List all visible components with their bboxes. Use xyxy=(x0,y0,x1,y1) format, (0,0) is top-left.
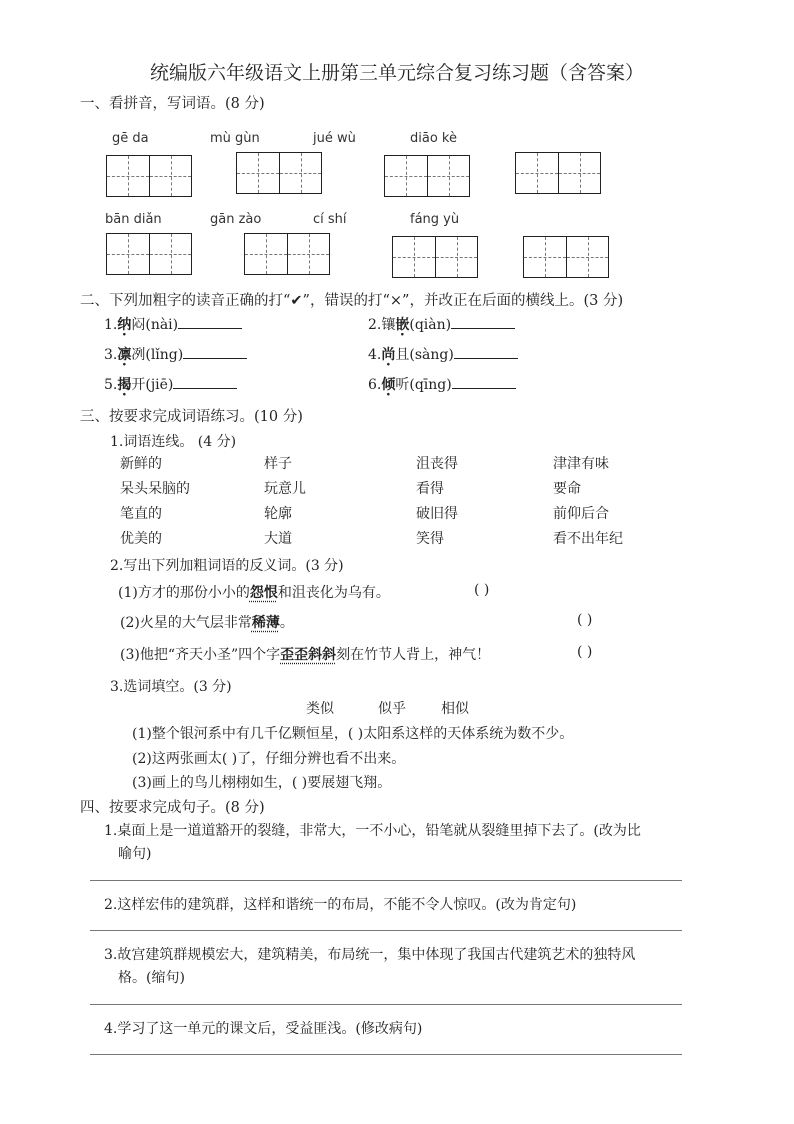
item-number: 6. xyxy=(368,377,382,393)
pronunciation-item xyxy=(104,314,242,334)
writing-grid[interactable] xyxy=(236,152,322,194)
writing-grid[interactable] xyxy=(244,233,330,275)
sentence-question: 1.桌面上是一道道豁开的裂缝，非常大，一不小心，铅笔就从裂缝里掉下去了。(改为比 xyxy=(104,823,641,839)
answer-line[interactable] xyxy=(90,880,682,881)
fill-blank-sentence[interactable]: (2)这两张画太( )了，仔细分辨也看不出来。 xyxy=(132,751,406,767)
pinyin-label: mù gùn xyxy=(210,131,260,146)
answer-blank[interactable] xyxy=(454,344,518,359)
match-word[interactable]: 看不出年纪 xyxy=(553,531,623,547)
match-word[interactable]: 笔直的 xyxy=(120,506,162,522)
fill-blank-sentence[interactable]: (1)整个银河系中有几千亿颗恒星，( )太阳系这样的天体系统为数不少。 xyxy=(132,726,574,742)
match-word[interactable]: 笑得 xyxy=(416,531,444,547)
match-word[interactable]: 新鲜的 xyxy=(120,456,162,472)
bold-word: 歪歪斜斜 xyxy=(280,647,337,663)
subsection-title: 1.词语连线。 (4 分) xyxy=(110,434,237,450)
pinyin-label: gān zào xyxy=(210,212,262,227)
item-text: 开(jiē) xyxy=(131,377,174,393)
antonym-question xyxy=(118,582,390,602)
item-number: 5. xyxy=(104,377,118,393)
item-text: 且(sàng) xyxy=(395,347,454,363)
match-word[interactable]: 要命 xyxy=(553,481,581,497)
item-text: 闷(nài) xyxy=(131,317,179,333)
match-word[interactable]: 样子 xyxy=(264,456,292,472)
choice-word: 似乎 xyxy=(378,701,406,717)
item-number: 2. xyxy=(368,317,382,333)
section-1-heading: 一、看拼音，写词语。(8 分) xyxy=(80,96,265,112)
sentence-question-cont: 格。(缩句) xyxy=(118,970,185,986)
section-2-heading: 二、下列加粗字的读音正确的打“✔”，错误的打“×”，并改正在后面的横线上。(3 分) xyxy=(80,293,624,309)
pinyin-label: cí shí xyxy=(313,212,347,227)
antonym-question xyxy=(120,612,294,632)
section-3-heading: 三、按要求完成词语练习。(10 分) xyxy=(80,409,303,425)
bold-char: 纳 xyxy=(117,317,132,333)
item-number: 3. xyxy=(104,347,118,363)
sentence-question: 2.这样宏伟的建筑群，这样和谐统一的布局，不能不令人惊叹。(改为肯定句) xyxy=(104,897,577,913)
answer-parentheses[interactable]: ( ) xyxy=(577,644,593,660)
match-word[interactable]: 玩意儿 xyxy=(264,481,306,497)
choice-word: 相似 xyxy=(441,701,469,717)
answer-blank[interactable] xyxy=(451,314,515,329)
sentence-question: 4.学习了这一单元的课文后，受益匪浅。(修改病句) xyxy=(104,1021,423,1037)
sentence-question: 3.故宫建筑群规模宏大，建筑精美，布局统一，集中体现了我国古代建筑艺术的独特风 xyxy=(104,947,636,963)
pinyin-label: fáng yù xyxy=(410,212,460,227)
word-column-3 xyxy=(416,452,458,552)
match-word[interactable]: 优美的 xyxy=(120,531,162,547)
pronunciation-item xyxy=(368,374,516,394)
pinyin-label: gē da xyxy=(112,131,149,146)
answer-blank[interactable] xyxy=(183,344,247,359)
bold-word: 稀薄 xyxy=(251,615,280,631)
bold-char: 倾 xyxy=(381,377,396,393)
item-text: 冽(lǐng) xyxy=(131,347,184,363)
answer-line[interactable] xyxy=(90,1054,682,1055)
word-column-2 xyxy=(264,452,306,552)
pinyin-label: jué wù xyxy=(313,131,356,146)
pronunciation-item xyxy=(104,344,247,364)
question-text: (3)他把“齐天小圣”四个字 xyxy=(120,647,281,663)
section-4-heading: 四、按要求完成句子。(8 分) xyxy=(80,800,265,816)
pronunciation-item xyxy=(104,374,237,394)
word-column-1 xyxy=(120,452,190,552)
answer-parentheses[interactable]: ( ) xyxy=(577,612,593,628)
answer-parentheses[interactable]: ( ) xyxy=(474,582,490,598)
writing-grid[interactable] xyxy=(515,152,601,194)
match-word[interactable]: 轮廓 xyxy=(264,506,292,522)
question-text: (2)火星的大气层非常 xyxy=(120,615,252,631)
writing-grid[interactable] xyxy=(523,236,609,278)
pronunciation-item xyxy=(368,314,515,334)
item-number: 4. xyxy=(368,347,382,363)
answer-blank[interactable] xyxy=(173,374,237,389)
question-text: 刻在竹节人背上，神气！ xyxy=(336,647,491,663)
pronunciation-item xyxy=(368,344,518,364)
writing-grid[interactable] xyxy=(106,233,192,275)
match-word[interactable]: 大道 xyxy=(264,531,292,547)
question-text: 。 xyxy=(279,615,294,631)
answer-blank[interactable] xyxy=(178,314,242,329)
answer-line[interactable] xyxy=(90,1004,682,1005)
match-word[interactable]: 破旧得 xyxy=(416,506,458,522)
bold-char: 凛 xyxy=(117,347,132,363)
fill-blank-sentence[interactable]: (3)画上的鸟儿栩栩如生，( )要展翅飞翔。 xyxy=(132,775,392,791)
pinyin-label: bān diǎn xyxy=(105,212,162,227)
bold-char: 揭 xyxy=(117,377,132,393)
item-text: 镶 xyxy=(381,317,396,333)
question-text: (1)方才的那份小小的 xyxy=(118,585,250,601)
match-word[interactable]: 呆头呆脑的 xyxy=(120,481,190,497)
writing-grid[interactable] xyxy=(392,236,478,278)
antonym-question xyxy=(120,644,490,664)
writing-grid[interactable] xyxy=(384,155,470,197)
choice-word: 类似 xyxy=(306,701,334,717)
subsection-title: 3.选词填空。(3 分) xyxy=(110,679,232,695)
writing-grid[interactable] xyxy=(106,155,192,197)
word-column-4 xyxy=(553,452,623,552)
match-word[interactable]: 津津有味 xyxy=(553,456,609,472)
item-text: 听(qīng) xyxy=(395,377,452,393)
item-number: 1. xyxy=(104,317,118,333)
match-word[interactable]: 看得 xyxy=(416,481,444,497)
question-text: 和沮丧化为乌有。 xyxy=(277,585,390,601)
match-word[interactable]: 前仰后合 xyxy=(553,506,609,522)
item-text: (qiàn) xyxy=(409,317,452,333)
bold-char: 尚 xyxy=(381,347,396,363)
bold-word: 怨恨 xyxy=(249,585,278,601)
answer-blank[interactable] xyxy=(452,374,516,389)
sentence-question-cont: 喻句) xyxy=(118,846,152,862)
subsection-title: 2.写出下列加粗词语的反义词。(3 分) xyxy=(110,558,344,574)
page-title: 统编版六年级语文上册第三单元综合复习练习题（含答案） xyxy=(149,62,644,84)
answer-line[interactable] xyxy=(90,930,682,931)
bold-char: 嵌 xyxy=(395,317,410,333)
pinyin-label: diāo kè xyxy=(410,131,457,146)
match-word[interactable]: 沮丧得 xyxy=(416,456,458,472)
